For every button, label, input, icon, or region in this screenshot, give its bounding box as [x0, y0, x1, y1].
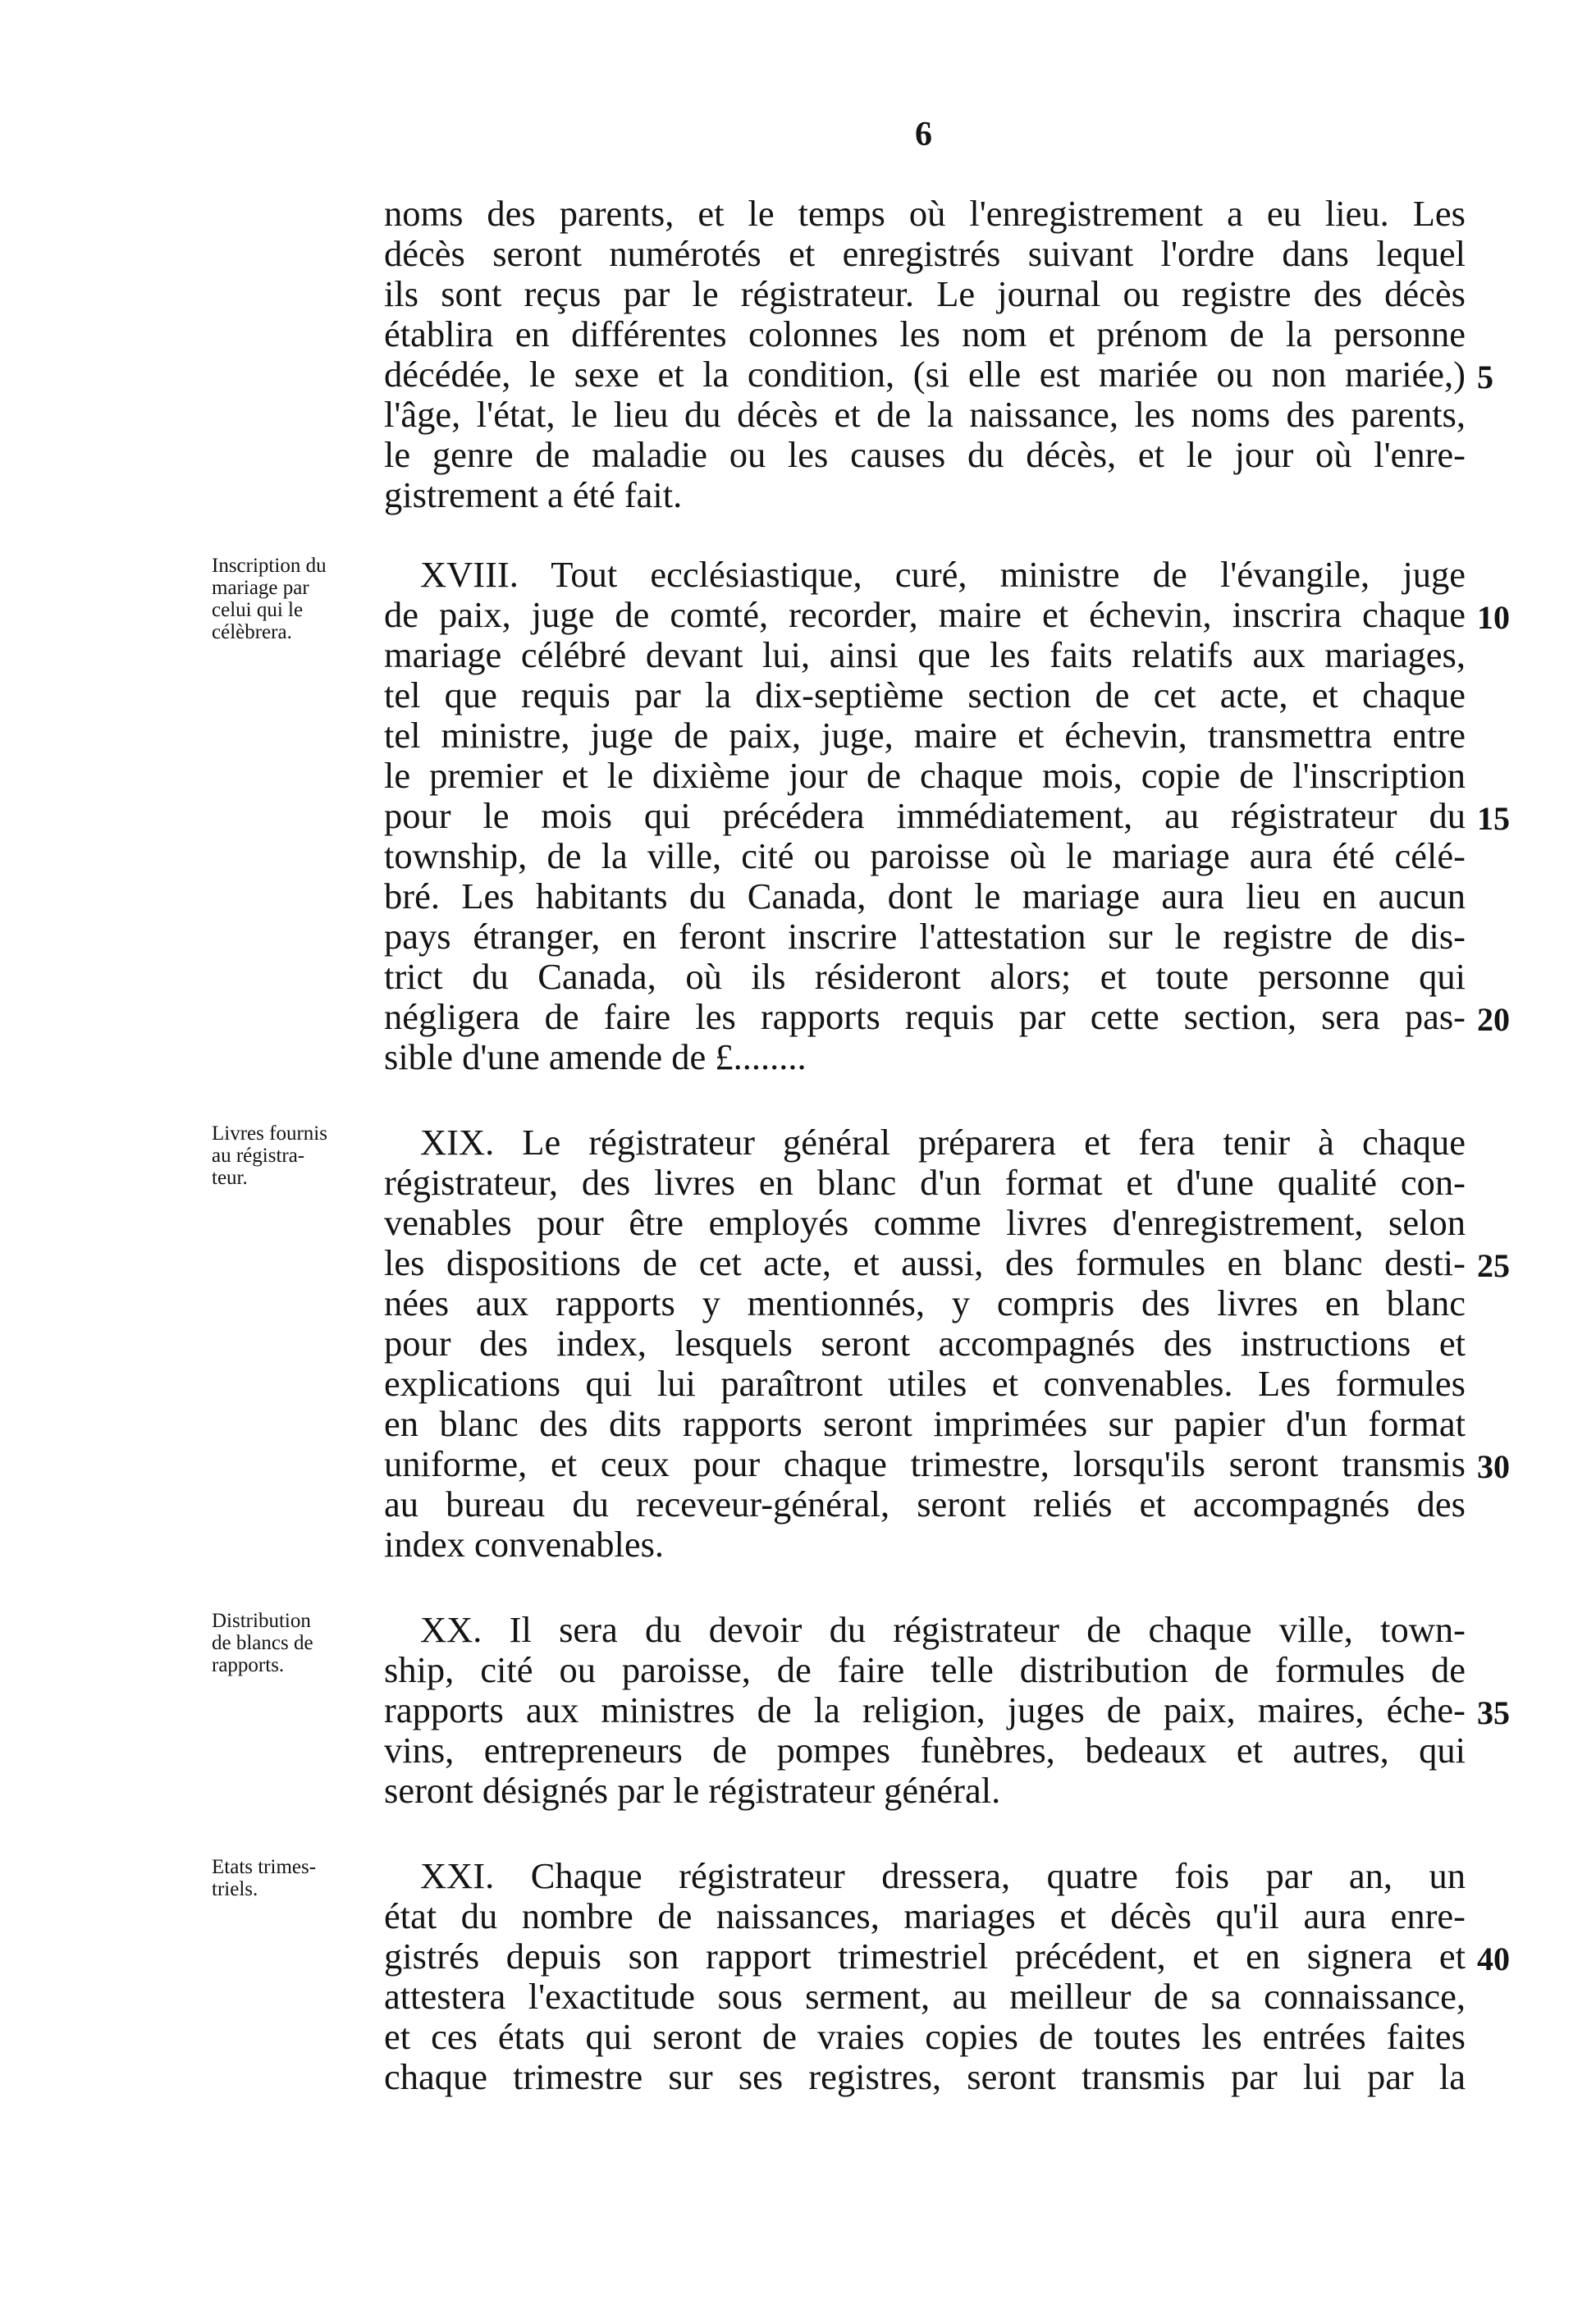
text-line: nées aux rapports y mentionnés, y compris des livres en blanc — [384, 1282, 1466, 1323]
text-line: XXI. Chaque régistrateur dressera, quatre fois par an, un — [420, 1855, 1466, 1896]
text-line: et ces états qui seront de vraies copies de toutes les entrées faites — [384, 2016, 1466, 2057]
line-number: 40 — [1477, 1940, 1510, 1977]
text-line: état du nombre de naissances, mariages et décès qu'il aura enre- — [384, 1895, 1466, 1936]
text-line: pour le mois qui précédera immédiatement, au régistrateur du — [384, 795, 1466, 836]
text-line: XX. Il sera du devoir du régistrateur de chaque ville, town- — [420, 1609, 1466, 1650]
text-line: seront désignés par le régistrateur général. — [384, 1770, 1001, 1811]
text-line: explications qui lui paraîtront utiles et convenables. Les formules — [384, 1363, 1466, 1404]
text-line: attestera l'exactitude sous serment, au meilleur de sa connaissance, — [384, 1976, 1466, 2017]
margin-note: Distribution de blancs de rapports. — [212, 1610, 313, 1676]
text-line: pays étranger, en feront inscrire l'attestation sur le registre de dis- — [384, 916, 1466, 957]
text-line: l'âge, l'état, le lieu du décès et de la naissance, les noms des parents, — [384, 394, 1466, 435]
line-number: 30 — [1477, 1448, 1510, 1485]
text-line: vins, entrepreneurs de pompes funèbres, bedeaux et autres, qui — [384, 1730, 1466, 1771]
text-line: XIX. Le régistrateur général préparera et fera tenir à chaque — [420, 1122, 1466, 1163]
text-line: régistrateur, des livres en blanc d'un format et d'une qualité con- — [384, 1162, 1466, 1203]
margin-note: Etats trimes- triels. — [212, 1856, 317, 1900]
text-line: au bureau du receveur-général, seront reliés et accompagnés des — [384, 1483, 1466, 1524]
text-line: négligera de faire les rapports requis par cette section, sera pas- — [384, 996, 1466, 1037]
text-line: venables pour être employés comme livres d'enregistrement, selon — [384, 1202, 1466, 1243]
text-line: décès seront numérotés et enregistrés suivant l'ordre dans lequel — [384, 233, 1466, 274]
text-line: rapports aux ministres de la religion, juges de paix, maires, éche- — [384, 1689, 1466, 1730]
line-number: 25 — [1477, 1247, 1510, 1284]
text-line: mariage célébré devant lui, ainsi que les faits relatifs aux mariages, — [384, 634, 1466, 675]
text-line: sible d'une amende de £........ — [384, 1036, 807, 1077]
line-number: 5 — [1477, 359, 1493, 395]
text-line: uniforme, et ceux pour chaque trimestre, lorsqu'ils seront transmis — [384, 1443, 1466, 1484]
text-line: pour des index, lesquels seront accompagnés des instructions et — [384, 1323, 1466, 1364]
text-line: XVIII. Tout ecclésiastique, curé, ministre de l'évangile, juge — [420, 554, 1466, 595]
text-line: établira en différentes colonnes les nom et prénom de la personne — [384, 313, 1466, 354]
text-line: township, de la ville, cité ou paroisse où le mariage aura été célé- — [384, 835, 1466, 876]
text-line: de paix, juge de comté, recorder, maire et échevin, inscrira chaque — [384, 594, 1466, 635]
section-number: XXI. — [420, 1855, 495, 1896]
text-line: décédée, le sexe et la condition, (si elle est mariée ou non mariée,) — [384, 354, 1466, 395]
text-line: tel ministre, juge de paix, juge, maire et échevin, transmettra entre — [384, 715, 1466, 756]
text-line: chaque trimestre sur ses registres, seront transmis par lui par la — [384, 2056, 1466, 2097]
margin-note: Inscription du mariage par celui qui le célèbrera. — [212, 555, 327, 643]
section-number: XVIII. — [420, 554, 519, 595]
section-number: XX. — [420, 1609, 482, 1650]
line-number: 15 — [1477, 800, 1510, 837]
text-line: gistrés depuis son rapport trimestriel précédent, et en signera et — [384, 1936, 1466, 1977]
text-line: les dispositions de cet acte, et aussi, des formules en blanc desti- — [384, 1242, 1466, 1283]
line-number: 20 — [1477, 1001, 1510, 1038]
text-line: le premier et le dixième jour de chaque mois, copie de l'inscription — [384, 755, 1466, 796]
text-line: le genre de maladie ou les causes du décès, et le jour où l'enre- — [384, 434, 1466, 475]
text-line: noms des parents, et le temps où l'enregistrement a eu lieu. Les — [384, 193, 1466, 234]
line-number: 35 — [1477, 1694, 1510, 1731]
section-number: XIX. — [420, 1122, 495, 1163]
text-line: tel que requis par la dix-septième section de cet acte, et chaque — [384, 674, 1466, 715]
margin-note: Livres fournis au régistra- teur. — [212, 1122, 327, 1189]
text-line: index convenables. — [384, 1524, 665, 1565]
text-line: trict du Canada, où ils résideront alors; et toute personne qui — [384, 956, 1466, 997]
text-line: bré. Les habitants du Canada, dont le mariage aura lieu en aucun — [384, 875, 1466, 917]
text-line: gistrement a été fait. — [384, 474, 683, 515]
line-number: 10 — [1477, 599, 1510, 636]
page-number: 6 — [915, 116, 932, 153]
text-line: en blanc des dits rapports seront imprimées sur papier d'un format — [384, 1403, 1466, 1444]
text-line: ship, cité ou paroisse, de faire telle distribution de formules de — [384, 1649, 1466, 1690]
text-line: ils sont reçus par le régistrateur. Le journal ou registre des décès — [384, 273, 1466, 314]
